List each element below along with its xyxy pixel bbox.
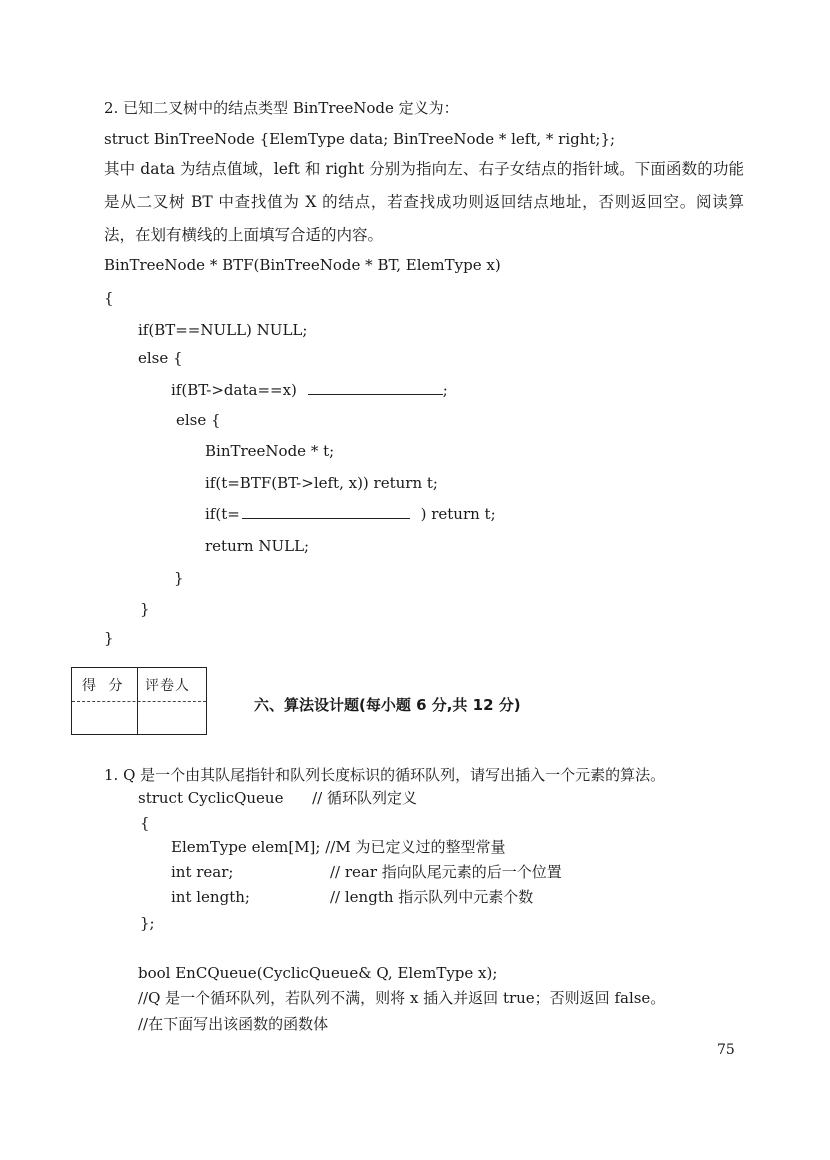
func-signature: bool EnCQueue(CyclicQueue& Q, ElemType x); [138, 964, 498, 982]
grader-input-cell[interactable] [138, 702, 206, 734]
code-line-4: else { [176, 411, 221, 429]
score-input-cell[interactable] [72, 702, 136, 734]
struct-line-2: { [140, 814, 150, 832]
struct-line-4-code: int rear; [171, 863, 234, 881]
code-line-5: BinTreeNode * t; [205, 442, 335, 460]
code-close-3: } [104, 629, 114, 647]
code-close-1: } [174, 569, 184, 587]
func-comment-2: //在下面写出该函数的函数体 [138, 1015, 329, 1033]
struct-line-5-comment: // length 指示队列中元素个数 [330, 888, 534, 906]
struct-line-5-code: int length; [171, 888, 250, 906]
code-line-1: if(BT==NULL) NULL; [138, 321, 308, 339]
struct-line-6: }; [140, 914, 155, 932]
code-line-6: if(t=BTF(BT->left, x)) return t; [205, 474, 438, 492]
code-line-3-end: ; [442, 381, 448, 399]
q2-description: 其中 data 为结点值域，left 和 right 分别为指向左、右子女结点的指针域。下面函数的功能是从二叉树 BT 中查找值为 X 的结点，若查找成功则返回结点地址，否则返回空。阅读算法，在划有横线的上面填写合适的内容。 [104, 160, 744, 244]
score-label: 得 分 [82, 678, 127, 694]
code-line-7-text: if(t= [205, 505, 240, 523]
struct-line-4-comment: // rear 指向队尾元素的后一个位置 [330, 863, 562, 881]
func-comment-1: //Q 是一个循环队列，若队列不满，则将 x 插入并返回 true；否则返回 false。 [138, 989, 666, 1007]
answer-blank-1[interactable] [308, 380, 443, 395]
code-open-brace: { [104, 289, 114, 307]
struct-line-1: struct CyclicQueue // 循环队列定义 [138, 789, 417, 807]
section-6-heading: 六、算法设计题(每小题 6 分,共 12 分) [254, 696, 521, 714]
struct-line-4 [171, 862, 233, 882]
answer-blank-2[interactable] [242, 504, 410, 519]
score-box [71, 667, 207, 735]
code-line-3 [171, 380, 448, 400]
code-close-2: } [140, 600, 150, 618]
page-number: 75 [717, 1042, 735, 1058]
q2-struct-def: struct BinTreeNode {ElemType data; BinTreeNode * left, * right;}; [104, 130, 616, 148]
struct-line-3: ElemType elem[M]; //M 为已定义过的整型常量 [171, 838, 506, 856]
code-line-2: else { [138, 349, 183, 367]
code-line-8: return NULL; [205, 537, 310, 555]
code-line-7 [205, 504, 496, 524]
code-line-3-text: if(BT->data==x) [171, 381, 297, 399]
struct-line-5 [171, 887, 250, 907]
code-signature: BinTreeNode * BTF(BinTreeNode * BT, ElemType x) [104, 256, 501, 274]
q2-intro: 2. 已知二叉树中的结点类型 BinTreeNode 定义为： [104, 99, 459, 117]
q1-intro: 1. Q 是一个由其队尾指针和队列长度标识的循环队列，请写出插入一个元素的算法。 [104, 766, 666, 784]
grader-label: 评卷人 [145, 678, 190, 694]
code-line-7-end: ) return t; [420, 505, 496, 523]
